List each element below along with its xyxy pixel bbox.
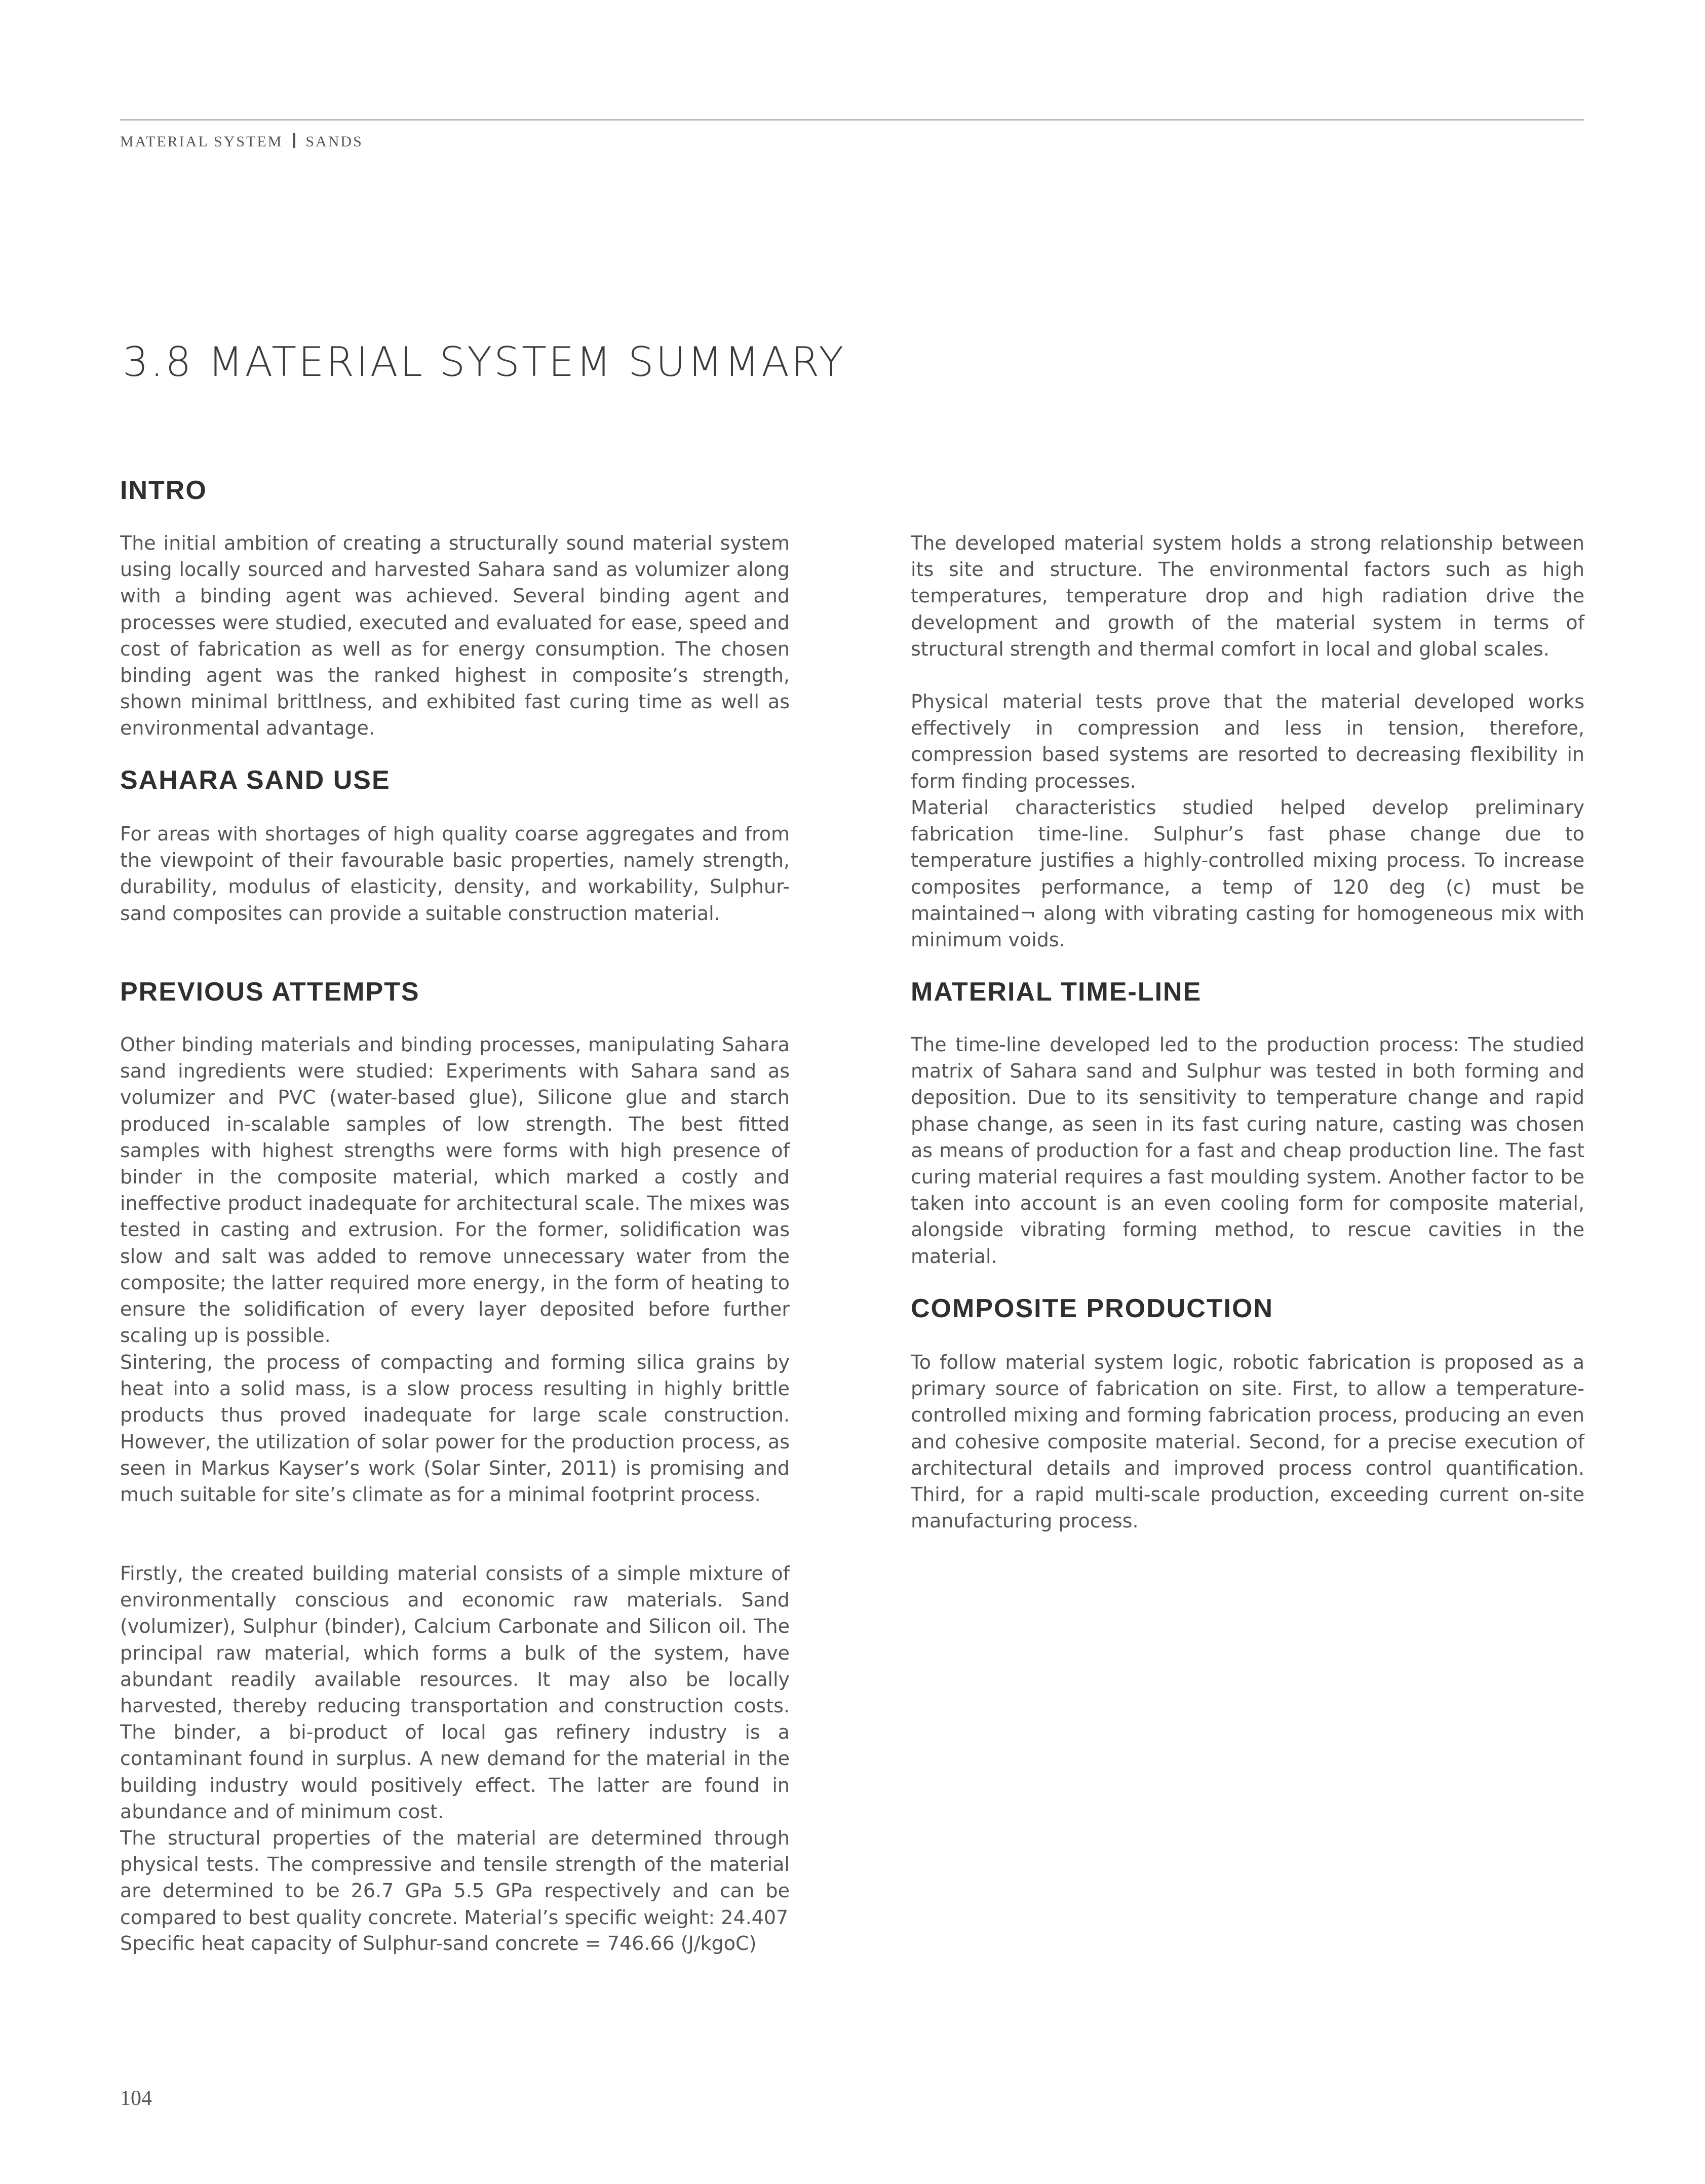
material-characteristics-paragraph: Material characteristics studied helped develop preliminary fabrication time-line. Sulphur’s fast phase change due to temperature justifies a highly-controlled mixing process. To increase composites performance, a temp of 120 deg (c) must be maintained¬ along with vibrating casting for homogeneous mix with minimum voids. — [911, 796, 1584, 951]
material-timeline-text: The time-line developed led to the production process: The studied matrix of Sahara sand and Sulphur was tested in both forming and deposition. Due to its sensitivity to temperature change and rapid phase change, as seen in its fast curing nature, casting was chosen as means of production for a fast and cheap production line. The fast curing material requires a fast moulding system. Another factor to be taken into account is an even cooling form for composite material, alongside vibrating forming method, to rescue cavities in the material. — [911, 1033, 1584, 1268]
site-relationship-paragraph: The developed material system holds a strong relationship between its site and structure. The environmental factors such as high temperatures, temperature drop and high radiation drive the development and growth of the material system in terms of structural strength and thermal comfort in local and global scales. — [911, 532, 1584, 660]
building-material-paragraph: Firstly, the created building material consists of a simple mixture of environmentally conscious and economic raw materials. Sand (volumizer), Sulphur (binder), Calcium Carbonate and Silicon oil. The principal raw material, which forms a bulk of the system, have abundant readily available resources. It may also be locally harvested, thereby reducing transportation and construction costs. The binder, a bi-product of local gas refinery industry is a contaminant found in surplus. A new demand for the material in the building industry would positively effect. The latter are found in abundance and of minimum cost. — [120, 1562, 790, 1823]
running-head-subsection: SANDS — [305, 133, 363, 150]
intro-text: The initial ambition of creating a structurally sound material system using locally sourced and harvested Sahara sand as volumizer along with a binding agent was achieved. Several binding agent and processes were studied, executed and evaluated for ease, speed and cost of fabrication as well as for energy consumption. The chosen binding agent was the ranked highest in composite’s strength, shown minimal brittlness, and exhibited fast curing time as well as environmental advantage. — [120, 532, 790, 740]
structural-properties-paragraph: The structural properties of the material are determined through physical tests. The compressive and tensile strength of the material are determined to be 26.7 GPa 5.5 GPa respectively and can be compared to best quality concrete. Material’s specific weight: 24.407 — [120, 1827, 790, 1929]
page-number: 104 — [120, 2087, 152, 2110]
specific-heat-line: Specific heat capacity of Sulphur-sand concrete = 746.66 (J/kgoC) — [120, 1932, 757, 1955]
previous-attempts-text-1: Other binding materials and binding processes, manipulating Sahara sand ingredients were studied: Experiments with Sahara sand as volumizer and PVC (water-based glue), Silicone glue and starch produced in-scalable samples of low strength. The best fitted samples with highest strengths were forms with high presence of binder in the composite material, which marked a costly and ineffective product inadequate for architectural scale. The mixes was tested in casting and extrusion. For the former, solidification was slow and salt was added to remove unnecessary water from the composite; the latter required more energy, in the form of heating to ensure the solidification of every layer deposited before further scaling up is possible. — [120, 1033, 790, 1347]
intro-heading: INTRO — [120, 476, 207, 505]
page-title: 3.8 MATERIAL SYSTEM SUMMARY — [123, 338, 846, 386]
running-head — [120, 133, 363, 150]
previous-attempts-text-2: Sintering, the process of compacting and forming silica grains by heat into a solid mass, is a slow process resulting in highly brittle products thus proved inadequate for large scale construction. However, the utilization of solar power for the production process, as seen in Markus Kayser’s work (Solar Sinter, 2011) is promising and much suitable for site’s climate as for a minimal footprint process. — [120, 1351, 790, 1506]
material-timeline-heading: MATERIAL TIME-LINE — [911, 977, 1202, 1007]
running-head-separator — [293, 133, 295, 148]
running-head-section: MATERIAL SYSTEM — [120, 133, 283, 150]
sahara-sand-use-text: For areas with shortages of high quality coarse aggregates and from the viewpoint of their favourable basic properties, namely strength, durability, modulus of elasticity, density, and workability, Sulphur-sand composites can provide a suitable construction material. — [120, 823, 790, 925]
header-rule — [120, 119, 1584, 121]
composite-production-heading: COMPOSITE PRODUCTION — [911, 1294, 1274, 1323]
previous-attempts-heading: PREVIOUS ATTEMPTS — [120, 977, 420, 1007]
material-tests-paragraph: Physical material tests prove that the material developed works effectively in compression and less in tension, therefore, compression based systems are resorted to decreasing flexibility in form finding processes. — [911, 691, 1584, 792]
composite-production-text: To follow material system logic, robotic fabrication is proposed as a primary source of fabrication on site. First, to allow a temperature-controlled mixing and forming fabrication process, producing an even and cohesive composite material. Second, for a precise execution of architectural details and improved process control quantification. Third, for a rapid multi-scale production, exceeding current on-site manufacturing process. — [911, 1351, 1584, 1532]
sahara-sand-use-heading: SAHARA SAND USE — [120, 765, 391, 795]
